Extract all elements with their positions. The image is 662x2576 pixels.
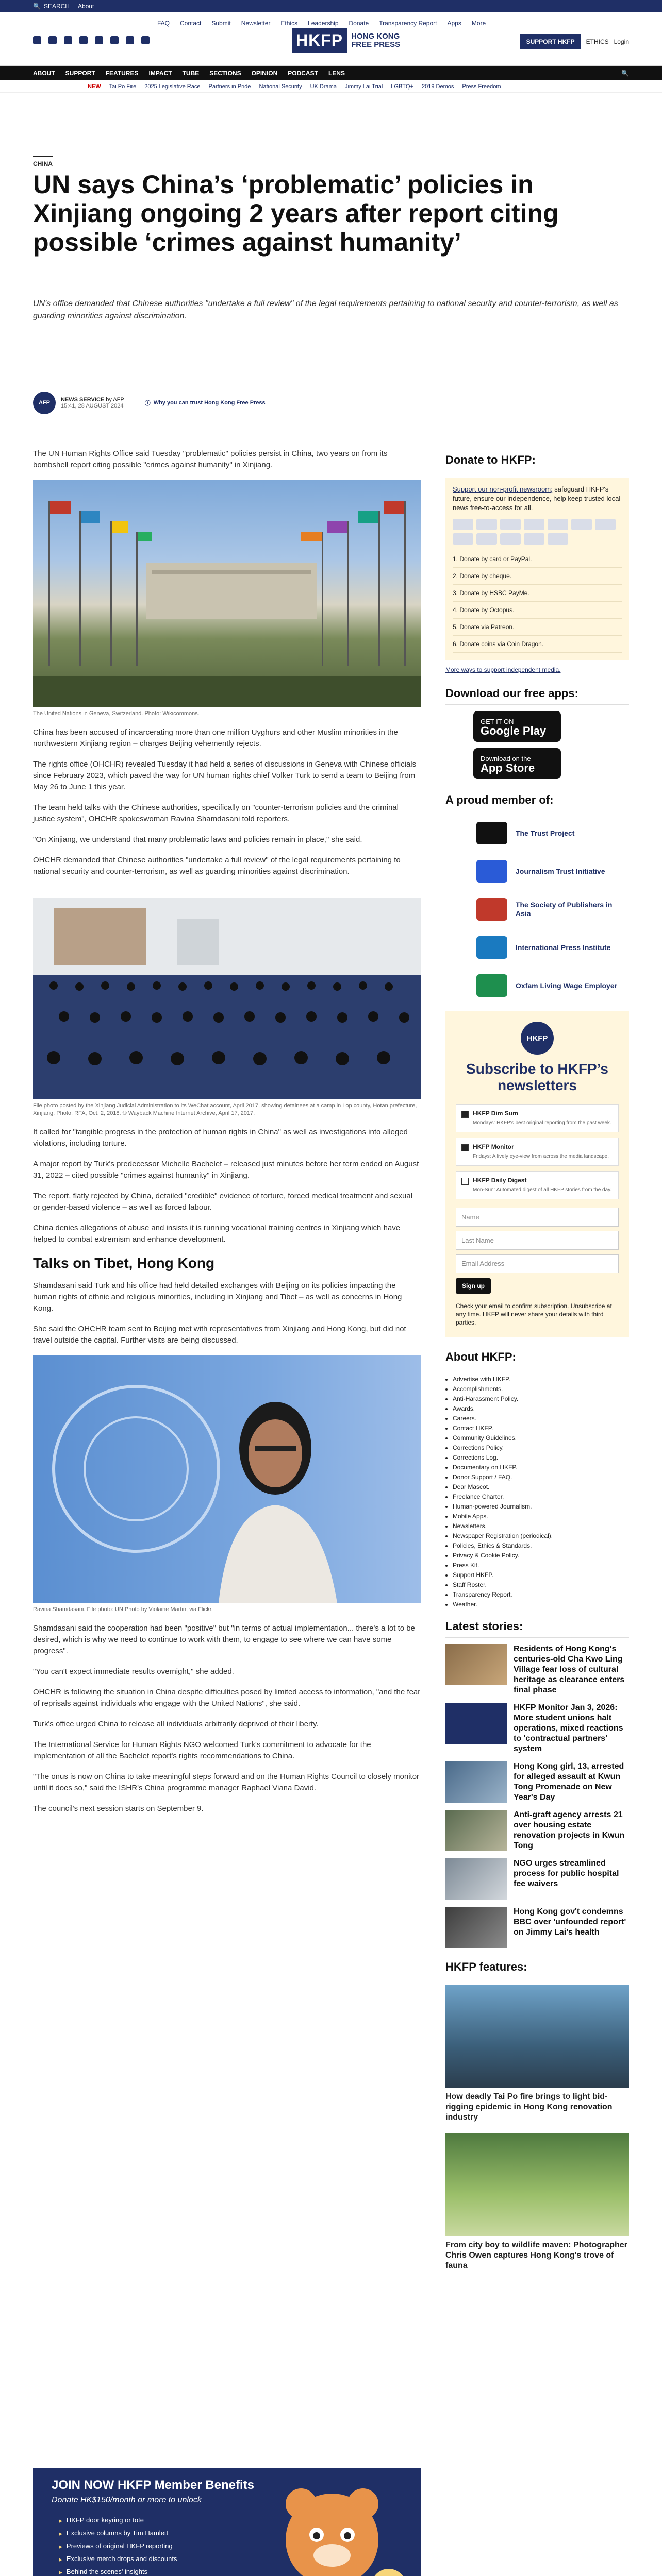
paragraph: Turk's office urged China to release all individuals arbitrarily deprived of their liberty. — [33, 1720, 319, 1728]
paypal-icon[interactable] — [524, 519, 544, 530]
paragraph: The council's next session starts on September 9. — [33, 1804, 204, 1813]
menu-apps[interactable]: Apps — [447, 20, 461, 27]
mascot-illustration — [255, 2478, 409, 2576]
members-heading: A proud member of: — [445, 788, 629, 811]
photo-caption: Ravina Shamdasani. File photo: UN Photo by Violaine Martin, via Flickr. — [33, 1606, 213, 1613]
latest-story[interactable] — [445, 1644, 629, 1696]
paragraph: OHCHR is following the situation in China despite difficulties posed by limited access to information, "and the fear of reprisals against individuals who engage with the United Nations", she said. — [33, 1688, 421, 1708]
feature-story[interactable] — [445, 2133, 629, 2271]
x-icon[interactable] — [48, 36, 57, 44]
donate-method[interactable]: 4. Donate by Octopus. — [453, 602, 622, 619]
latest-story[interactable] — [445, 1858, 629, 1900]
about-link[interactable]: • Documentary on HKFP. — [453, 1463, 629, 1472]
article-date: 15:41, 28 AUGUST 2024 — [61, 403, 124, 409]
donate-method[interactable]: 5. Donate via Patreon. — [453, 619, 622, 636]
about-link[interactable]: • Mobile Apps. — [453, 1512, 629, 1521]
about-list — [445, 1375, 629, 1615]
newsletter-desc: Mon-Sun: Automated digest of all HKFP stories from the day. — [473, 1187, 612, 1193]
payment-logos — [453, 519, 622, 545]
about-link[interactable]: • Press Kit. — [453, 1561, 629, 1570]
crowd-illustration — [33, 898, 421, 1099]
donate-box — [445, 478, 629, 660]
benefit-item: ▶ HKFP door keyring or tote — [59, 2514, 208, 2527]
facebook-icon[interactable] — [33, 36, 41, 44]
member-jti[interactable] — [445, 856, 629, 887]
promo-subtitle: Donate HK$150/month or more to unlock — [52, 2496, 202, 2504]
checkbox-icon[interactable] — [461, 1178, 469, 1185]
logo-mark: HKFP — [292, 28, 347, 53]
nav-about[interactable]: ABOUT — [33, 70, 55, 77]
story-thumbnail — [445, 1810, 507, 1851]
menu-faq[interactable]: FAQ — [157, 20, 170, 27]
site-header — [0, 12, 662, 66]
trending-item[interactable]: LGBTQ+ — [391, 83, 413, 90]
features-heading: HKFP features: — [445, 1955, 629, 1978]
paragraph: Shamdasani said Turk and his office had held detailed exchanges with Beijing on its policies impacting the human rights of ethnic and religious minorities, including in Xinjiang and Tibet – as well as concerns in Hong Kong. — [33, 1281, 402, 1313]
menu-transparency[interactable]: Transparency Report — [379, 20, 437, 27]
rss-icon[interactable] — [141, 36, 150, 44]
menu-contact[interactable]: Contact — [180, 20, 202, 27]
article-category[interactable]: CHINA — [33, 156, 53, 167]
author-name[interactable]: NEWS SERVICE — [61, 397, 105, 403]
feature-story[interactable] — [445, 1985, 629, 2123]
photo-un-geneva — [33, 480, 421, 707]
donate-method[interactable]: 1. Donate by card or PayPal. — [453, 551, 622, 568]
promo-benefits — [59, 2514, 208, 2576]
about-link[interactable]: • Careers. — [453, 1414, 629, 1423]
about-link[interactable]: • Support HKFP. — [453, 1570, 629, 1580]
latest-story[interactable] — [445, 1810, 629, 1851]
nav-impact[interactable]: IMPACT — [148, 70, 172, 77]
about-link[interactable]: • Donor Support / FAQ. — [453, 1472, 629, 1482]
member-oxfam[interactable] — [445, 970, 629, 1001]
app-store-badge[interactable] — [473, 748, 561, 779]
member-name: International Press Institute — [516, 943, 611, 952]
menu-newsletter[interactable]: Newsletter — [241, 20, 271, 27]
menu-more[interactable]: More — [471, 20, 486, 27]
badge-top-text: Download on the — [481, 755, 531, 762]
google-play-badge[interactable] — [473, 711, 561, 742]
nav-features[interactable]: FEATURES — [105, 70, 139, 77]
visa-icon[interactable] — [476, 519, 497, 530]
threads-icon[interactable] — [126, 36, 134, 44]
fps-icon[interactable] — [595, 519, 616, 530]
about-link[interactable]: • Freelance Charter. — [453, 1492, 629, 1502]
name-field[interactable]: Name — [456, 1208, 619, 1227]
story-title: Anti-graft agency arrests 21 over housing estate renovation projects in Kwun Tong — [514, 1810, 625, 1850]
benefit-item: ▶ Exclusive merch drops and discounts — [59, 2553, 208, 2566]
about-link[interactable]: • Human-powered Journalism. — [453, 1502, 629, 1512]
trending-item[interactable]: National Security — [259, 83, 302, 90]
feature-title: From city boy to wildlife maven: Photographer Chris Owen captures Hong Kong's trove of fauna — [445, 2241, 627, 2270]
trending-item[interactable]: Partners in Pride — [208, 83, 251, 90]
social-icons — [33, 36, 150, 44]
story-thumbnail — [445, 1761, 507, 1803]
last-name-field[interactable]: Last Name — [456, 1231, 619, 1250]
logo-text: HONG KONG FREE PRESS — [351, 31, 401, 49]
trust-label: Why you can trust Hong Kong Free Press — [153, 400, 266, 406]
trending-item[interactable]: UK Drama — [310, 83, 337, 90]
newsletter-option[interactable] — [456, 1171, 619, 1199]
menu-donate[interactable]: Donate — [349, 20, 369, 27]
avatar: AFP — [33, 392, 56, 414]
menu-leadership[interactable]: Leadership — [308, 20, 339, 27]
byline — [33, 392, 266, 414]
trending-item[interactable]: Tai Po Fire — [109, 83, 137, 90]
trust-project-logo — [476, 822, 507, 844]
promo-title: JOIN NOW HKFP Member Benefits — [52, 2478, 254, 2492]
telegram-icon[interactable] — [110, 36, 119, 44]
latest-story[interactable] — [445, 1761, 629, 1803]
about-link[interactable]: • Weather. — [453, 1600, 629, 1609]
photo-caption: The United Nations in Geneva, Switzerland. Photo: Wikicommons. — [33, 710, 200, 717]
about-link[interactable]: • Policies, Ethics & Standards. — [453, 1541, 629, 1551]
newsletter-option[interactable] — [456, 1138, 619, 1166]
latest-heading: Latest stories: — [445, 1615, 629, 1638]
photo-shamdasani — [33, 1355, 421, 1603]
info-icon: ⓘ — [144, 400, 151, 406]
paragraph: OHCHR demanded that Chinese authorities "undertake a full review" of the legal requirements pertaining to national security and counter-terrorism, as well as guarding minorities against discrimination. — [33, 856, 401, 876]
about-link[interactable]: • Anti-Harassment Policy. — [453, 1394, 629, 1404]
photo-xinjiang-camp — [33, 898, 421, 1099]
email-field[interactable]: Email Address — [456, 1254, 619, 1273]
instagram-icon[interactable] — [64, 36, 72, 44]
story-thumbnail — [445, 1644, 507, 1685]
nav-opinion[interactable]: OPINION — [251, 70, 278, 77]
paragraph: Shamdasani said the cooperation had been "positive" but "in terms of actual implementation... there's a lot to be desired, which is why we need to continue to work with them, to engage to see where we can have some progress". — [33, 1624, 415, 1655]
checkbox-icon[interactable] — [461, 1111, 469, 1118]
oxfam-logo — [476, 974, 507, 997]
newsletter-name: HKFP Dim Sum — [473, 1110, 518, 1117]
author-source: by AFP — [106, 397, 124, 403]
member-name: The Trust Project — [516, 828, 575, 837]
paragraph: The International Service for Human Rights NGO welcomed Turk's commitment to advocate for the implementation of all the Bachelet report's rights recommendations to China. — [33, 1740, 371, 1760]
newsletter-name: HKFP Daily Digest — [473, 1177, 527, 1184]
paragraph: It called for "tangible progress in the protection of human rights in China" as well as investigations into alleged violations, including torture. — [33, 1128, 408, 1148]
trending-bar — [0, 80, 662, 93]
byline-text — [61, 397, 124, 409]
member-sopa[interactable] — [445, 894, 629, 925]
latest-story[interactable] — [445, 1907, 629, 1948]
benefit-item: ▶ Behind the scenes' insights — [59, 2566, 208, 2576]
more-ways-link[interactable]: More ways to support independent media. — [445, 666, 561, 673]
about-link[interactable]: • Privacy & Cookie Policy. — [453, 1551, 629, 1561]
badge-top-text: GET IT ON — [481, 718, 514, 725]
signup-button[interactable]: Sign up — [456, 1278, 491, 1294]
member-name: The Society of Publishers in Asia — [515, 901, 613, 918]
story-thumbnail — [445, 1858, 507, 1900]
nav-support[interactable]: SUPPORT — [65, 70, 95, 77]
feature-title: How deadly Tai Po fire brings to light bid-rigging epidemic in Hong Kong renovation industry — [445, 2092, 613, 2122]
menu-ethics[interactable]: Ethics — [280, 20, 298, 27]
about-link[interactable]: • Corrections Policy. — [453, 1443, 629, 1453]
about-link[interactable]: • Advertise with HKFP. — [453, 1375, 629, 1384]
section-heading: Talks on Tibet, Hong Kong — [33, 1255, 215, 1271]
story-title: Hong Kong girl, 13, arrested for alleged assault at Kwun Tong Promenade on New Year's Day — [514, 1762, 624, 1802]
menu-submit[interactable]: Submit — [211, 20, 231, 27]
applepay-icon[interactable] — [548, 533, 568, 545]
sidebar — [445, 448, 629, 2281]
trending-item[interactable]: 2025 Legislative Race — [144, 83, 201, 90]
support-hkfp-button[interactable]: SUPPORT HKFP — [520, 34, 581, 49]
paragraph: She said the OHCHR team sent to Beijing met with representatives from Xinjiang and Hong Kong, but did not travel outside the capital. Further visits are being discussed. — [33, 1325, 406, 1345]
octopus-icon[interactable] — [453, 533, 473, 545]
donate-intro-text: safeguard HKFP's future, ensure our independence, help keep trusted local news free-to-access for all. — [453, 485, 621, 512]
cheque-icon[interactable] — [548, 519, 568, 530]
main-nav — [0, 66, 662, 80]
nav-lens[interactable]: LENS — [328, 70, 345, 77]
top-search-label: SEARCH — [43, 3, 70, 10]
paragraph: A major report by Turk's predecessor Michelle Bachelet – released just minutes before her term ended on August 31, 2022 – cited possible "crimes against humanity" in Xinjiang. — [33, 1160, 419, 1180]
top-search[interactable]: 🔍 SEARCH — [33, 3, 70, 10]
member-benefits-banner[interactable] — [33, 2468, 421, 2576]
benefit-item: ▶ Exclusive columns by Tim Hamlett — [59, 2527, 208, 2540]
newsletter-box — [445, 1011, 629, 1337]
about-link[interactable]: • Contact HKFP. — [453, 1423, 629, 1433]
newsletter-title: Subscribe to HKFP’s newsletters — [466, 1061, 608, 1093]
apps-heading: Download our free apps: — [445, 682, 629, 705]
nav-tube[interactable]: TUBE — [182, 70, 200, 77]
paragraph: "On Xinjiang, we understand that many problematic laws and policies remain in place," she said. — [33, 835, 362, 844]
story-title: HKFP Monitor Jan 3, 2026: More student unions halt operations, mixed reactions to 'contractual partners' system — [514, 1703, 623, 1753]
amex-icon[interactable] — [500, 519, 521, 530]
about-link[interactable]: • Newsletters. — [453, 1521, 629, 1531]
donate-method[interactable]: 2. Donate by cheque. — [453, 568, 622, 585]
jti-logo — [476, 860, 507, 883]
about-link[interactable]: • Awards. — [453, 1404, 629, 1414]
newsletter-desc: Mondays: HKFP's best original reporting from the past week. — [473, 1120, 611, 1126]
member-name: Journalism Trust Initiative — [516, 867, 605, 875]
paragraph: The team held talks with the Chinese authorities, specifically on "counter-terrorism policies and the criminal justice system", OHCHR spokeswoman Ravina Shamdasani told reporters. — [33, 803, 399, 823]
nav-search-icon[interactable]: 🔍 — [621, 70, 629, 77]
paragraph: The rights office (OHCHR) revealed Tuesday it had held a series of discussions in Geneva with Chinese officials since February 2023, which paved the way for UN human rights chief Volker Turk to send a team to Beijing from May 26 to June 1 this year. — [33, 760, 417, 791]
paragraph: China denies allegations of abuse and insists it is running vocational training centres in Xinjiang which have helped to combat extremism and enhance development. — [33, 1224, 401, 1244]
newsletter-option[interactable] — [456, 1104, 619, 1132]
sopa-logo — [476, 898, 507, 921]
header-actions — [520, 34, 629, 49]
story-thumbnail — [445, 1907, 507, 1948]
about-link[interactable]: • Staff Roster. — [453, 1580, 629, 1590]
paragraph: China has been accused of incarcerating more than one million Uyghurs and other Muslim minorities in the northwestern Xinjiang region – charges Beijing vehemently rejects. — [33, 728, 398, 748]
header-menu — [157, 20, 486, 27]
patreon-icon[interactable] — [476, 533, 497, 545]
donate-method[interactable]: 6. Donate coins via Coin Dragon. — [453, 636, 622, 653]
paragraph: "The onus is now on China to take meaningful steps forward and on the Human Rights Council to closely monitor until it does so," said the ISHR's China programme manager Raphael Viana David. — [33, 1772, 420, 1792]
newsletter-desc: Fridays: A lively eye-view from across the media landscape. — [473, 1154, 609, 1159]
story-title: NGO urges streamlined process for public hospital fee waivers — [514, 1859, 619, 1888]
about-link[interactable]: • Newspaper Registration (periodical). — [453, 1531, 629, 1541]
login-link[interactable]: Login — [614, 38, 629, 45]
badge-store-name: App Store — [481, 761, 535, 774]
benefit-item: ▶ Previews of original HKFP reporting — [59, 2540, 208, 2553]
feature-image — [445, 1985, 629, 2088]
about-link[interactable]: • Transparency Report. — [453, 1590, 629, 1600]
site-logo[interactable] — [292, 28, 400, 53]
flags-illustration — [33, 480, 421, 707]
trending-item[interactable]: Jimmy Lai Trial — [344, 83, 383, 90]
member-trust-project[interactable] — [445, 818, 629, 849]
checkbox-icon[interactable] — [461, 1144, 469, 1151]
top-bar — [0, 0, 662, 12]
linkedin-icon[interactable] — [95, 36, 103, 44]
paragraph: "You can't expect immediate results overnight," she added. — [33, 1667, 234, 1676]
donate-method[interactable]: 3. Donate by HSBC PayMe. — [453, 585, 622, 602]
about-link[interactable]: • Corrections Log. — [453, 1453, 629, 1463]
nav-sections[interactable]: SECTIONS — [209, 70, 241, 77]
member-ipi[interactable] — [445, 932, 629, 963]
article-dek: UN's office demanded that Chinese authorities "undertake a full review" of the legal requirements pertaining to national security and counter-terrorism, as well as guarding minorities against discrimination. — [33, 299, 618, 320]
latest-story[interactable] — [445, 1703, 629, 1754]
about-link[interactable]: • Community Guidelines. — [453, 1433, 629, 1443]
trending-item[interactable]: 2019 Demos — [422, 83, 454, 90]
nav-podcast[interactable]: PODCAST — [288, 70, 318, 77]
photo-caption: File photo posted by the Xinjiang Judicial Administration to its WeChat account, April 2017, showing detainees at a camp in Lop county, Hotan prefecture, Xinjiang. Photo: RFA, Oct. 2, 2018. © Wayback Machine Internet Archive, April 17, 2017. — [33, 1103, 417, 1116]
story-title: Residents of Hong Kong's centuries-old Cha Kwo Ling Village fear loss of cultural heritage as clearance enters final phase — [514, 1645, 625, 1694]
trending-item[interactable]: Press Freedom — [462, 83, 501, 90]
newsletter-name: HKFP Monitor — [473, 1143, 514, 1150]
paragraph: The report, flatly rejected by China, detailed "credible" evidence of torture, forced medical treatment and sexual or gender-based violence – as well as forced labour. — [33, 1192, 413, 1212]
story-thumbnail — [445, 1703, 507, 1744]
ethics-link[interactable]: ETHICS — [586, 38, 609, 45]
donate-intro — [453, 485, 622, 513]
trust-link[interactable] — [145, 399, 266, 407]
article-title: UN says China’s ‘problematic’ policies in Xinjiang ongoing 2 years after report citing possible ‘crimes against humanity’ — [33, 170, 559, 257]
mastercard-icon[interactable] — [453, 519, 473, 530]
top-about-link[interactable]: About — [77, 3, 94, 10]
youtube-icon[interactable] — [79, 36, 88, 44]
newsletter-logo-text: HKFP — [526, 1033, 548, 1043]
article-body — [33, 448, 421, 1824]
donate-heading: Donate to HKFP: — [445, 448, 629, 471]
coin-icon[interactable] — [500, 533, 521, 545]
donate-methods — [453, 551, 622, 653]
about-link[interactable]: • Dear Mascot. — [453, 1482, 629, 1492]
badge-store-name: Google Play — [481, 724, 547, 737]
payme-icon[interactable] — [571, 519, 592, 530]
about-heading: About HKFP: — [445, 1345, 629, 1368]
newsletter-note: Check your email to confirm subscription. Unsubscribe at any time. HKFP will never share your details with third parties. — [456, 1302, 612, 1326]
ipi-logo — [476, 936, 507, 959]
paragraph: The UN Human Rights Office said Tuesday "problematic" policies persist in China, two years on from its bombshell report citing possible "crimes against humanity" in Xinjiang. — [33, 449, 388, 469]
about-link[interactable]: • Accomplishments. — [453, 1384, 629, 1394]
portrait-illustration — [33, 1355, 421, 1603]
story-title: Hong Kong gov't condemns BBC over 'unfounded report' on Jimmy Lai's health — [514, 1907, 626, 1937]
feature-image — [445, 2133, 629, 2236]
trending-label: NEW — [88, 83, 101, 90]
member-name: Oxfam Living Wage Employer — [516, 981, 618, 990]
newsletter-logo — [521, 1022, 554, 1055]
donate-intro-link[interactable]: Support our non-profit newsroom; — [453, 485, 553, 493]
bank-icon[interactable] — [524, 533, 544, 545]
